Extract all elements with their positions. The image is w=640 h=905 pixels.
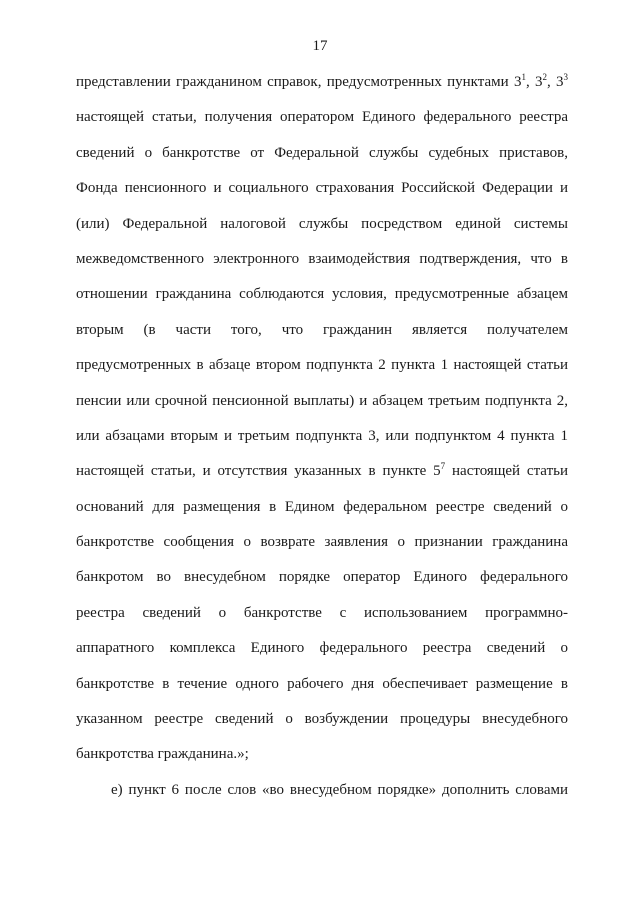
- text-line: отношении гражданина соблюдаются условия, предусмотренные абзацем: [76, 286, 568, 303]
- superscript: 2: [542, 72, 547, 82]
- paragraph-e-line: е) пункт 6 после слов «во внесудебном порядке» дополнить словами: [111, 781, 568, 798]
- superscript: 3: [563, 72, 568, 82]
- text-line: [76, 461, 568, 496]
- page-number: 17: [312, 38, 328, 54]
- body-text: [76, 72, 568, 815]
- text-fragment: настоящей статьи: [445, 463, 568, 480]
- superscript: 1: [521, 72, 526, 82]
- text-fragment: , 3: [546, 74, 564, 90]
- text-line: банкротстве сообщения о возврате заявления о признании гражданина: [76, 534, 568, 551]
- text-line: указанном реестре сведений о возбуждении процедуры внесудебного: [76, 711, 568, 728]
- text-fragment: настоящей статьи, и отсутствия указанных в пункте 5: [76, 463, 441, 480]
- text-line: или абзацами вторым и третьим подпункта 3, или подпунктом 4 пункта 1: [76, 427, 568, 444]
- text-line: настоящей статьи, получения оператором Единого федерального реестра: [76, 109, 568, 126]
- text-line: аппаратного комплекса Единого федерального реестра сведений о: [76, 640, 568, 657]
- text-line: банкротом во внесудебном порядке оператор Единого федерального: [76, 569, 568, 586]
- text-line: реестра сведений о банкротстве с использованием программно-: [76, 604, 568, 621]
- text-line: вторым (в части того, что гражданин является получателем: [76, 321, 568, 338]
- text-line: банкротства гражданина.»;: [76, 746, 249, 763]
- text-line: Фонда пенсионного и социального страхования Российской Федерации и: [76, 180, 568, 197]
- text-line: [76, 72, 568, 107]
- text-line: сведений о банкротстве от Федеральной службы судебных приставов,: [76, 144, 568, 161]
- text-line: (или) Федеральной налоговой службы посредством единой системы: [76, 215, 568, 232]
- text-line: банкротстве в течение одного рабочего дня обеспечивает размещение в: [76, 675, 568, 692]
- text-fragment: представлении гражданином справок, предусмотренных пунктами 3: [76, 74, 522, 90]
- text-line: оснований для размещения в Едином федеральном реестре сведений о: [76, 498, 568, 515]
- text-line: межведомственного электронного взаимодействия подтверждения, что в: [76, 250, 568, 267]
- text-fragment: , 3: [525, 74, 543, 90]
- superscript: 7: [440, 461, 446, 472]
- text-line: предусмотренных в абзаце втором подпункта 2 пункта 1 настоящей статьи: [76, 357, 568, 374]
- text-line: пенсии или срочной пенсионной выплаты) и абзацем третьим подпункта 2,: [76, 392, 568, 409]
